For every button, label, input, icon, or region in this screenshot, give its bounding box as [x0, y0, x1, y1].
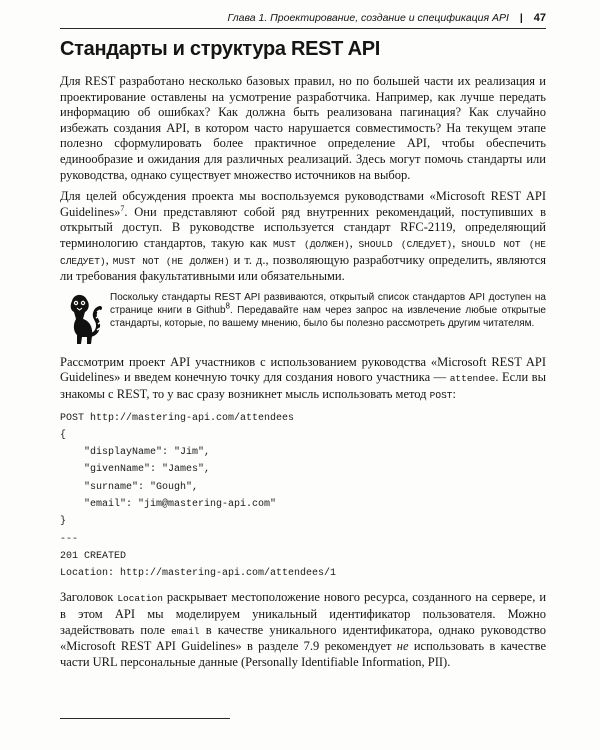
- inline-code-must-not: MUST NOT (НЕ ДОЛЖЕН): [112, 255, 230, 267]
- inline-code-must: MUST (ДОЛЖЕН): [272, 238, 350, 250]
- footnote-ref-8: 8: [225, 301, 230, 311]
- text-run: раскрывает местоположение нового ресурса, созданного на сервере, и в этом API мы моделируем уникальный идентификатор пользователя. Можно задействовать поле: [60, 590, 547, 637]
- text-run: Для целей обсуждения проекта мы воспользуемся руководствами «Microsoft REST API Guidelines»: [60, 189, 546, 219]
- running-header: [60, 10, 546, 29]
- footnote-ref-7: 7: [120, 203, 125, 213]
- text-run: :: [452, 386, 456, 401]
- text-run: Заголовок: [60, 590, 118, 605]
- tip-text: [110, 291, 546, 330]
- chapter-title: Глава 1. Проектирование, создание и спецификация API: [227, 12, 509, 24]
- inline-code-should-not: SHOULD NOT (НЕ СЛЕДУЕТ): [60, 238, 546, 267]
- text-run: ,: [349, 235, 359, 250]
- text-run: Рассмотрим проект API участников с использованием руководства «Microsoft REST API Guidelines» и введем конечную точку для создания нового участника —: [60, 354, 546, 385]
- text-run: . Они представляют собой ряд внутренних рекомендаций, поступивших в открытый доступ. В руководстве используется стандарт RFC-2119, определяющий терминологию стандартов, такую как: [60, 204, 546, 250]
- section-title: Стандарты и структура REST API: [60, 38, 381, 60]
- paragraph-location-header: [60, 590, 546, 670]
- header-separator: |: [519, 12, 523, 24]
- paragraph-attendee-api: [60, 355, 546, 404]
- page-content: [60, 38, 546, 676]
- ring-tailed-lemur-icon: [60, 291, 102, 347]
- tip-text-run: Поскольку стандарты REST API развиваются, открытый список стандартов API доступен на странице книги в Github: [110, 291, 546, 316]
- inline-code-post: POST: [429, 389, 453, 401]
- text-run: ,: [105, 252, 113, 267]
- emphasis-not: не: [396, 639, 409, 654]
- inline-code-email: email: [171, 625, 200, 637]
- inline-code-attendee: attendee: [449, 373, 496, 385]
- inline-code-location: Location: [117, 593, 163, 605]
- footnote-divider: [60, 718, 230, 719]
- paragraph-guidelines: [60, 189, 546, 285]
- code-listing: POST http://mastering-api.com/attendees { "displayName": "Jim", "givenName": "James", "surname": "Gough", "email": "jim@mastering-api.com" } --- 201 CREATED Location: http://mastering-api.com/attendees/1: [60, 412, 337, 580]
- text-run: . Если вы знакомы с REST, то у вас сразу возникнет мысль использовать метод: [60, 370, 546, 401]
- text-run: ,: [452, 235, 462, 250]
- tip-box: [60, 291, 546, 345]
- page-number: 47: [533, 12, 546, 24]
- paragraph-intro: Для REST разработано несколько базовых правил, но по большей части их реализация и проектирование оставлены на усмотрение разработчика. Например, как лучше передать информацию об ошибках? Как должна быть реализована пагинация? Как случайно избежать создания API, в котором часто нарушается совместимость? На текущем этапе полезно сформулировать более практичное определение API, чтобы обеспечить единообразие и ожидания для различных реализаций. Здесь могут помочь стандарты или руководства, однако существует множество источников на выбор.: [60, 74, 546, 182]
- text-run: и т. д., позволяющую разработчику определить, являются ли требования факультативными или обязательными.: [60, 252, 546, 284]
- text-run: в качестве уникального идентификатора, однако руководство «Microsoft REST API Guidelines» в разделе 7.9 рекомендует: [60, 622, 546, 654]
- text-run: использовать в качестве части URL персональные данные (Personally Identifiable Information, PII).: [60, 639, 547, 669]
- inline-code-should: SHOULD (СЛЕДУЕТ): [358, 238, 453, 250]
- tip-text-run: . Передавайте нам через запрос на извлечение любые открытые стандарты, которые, по вашему мнению, было бы полезно рассмотреть другим читателям.: [110, 304, 546, 329]
